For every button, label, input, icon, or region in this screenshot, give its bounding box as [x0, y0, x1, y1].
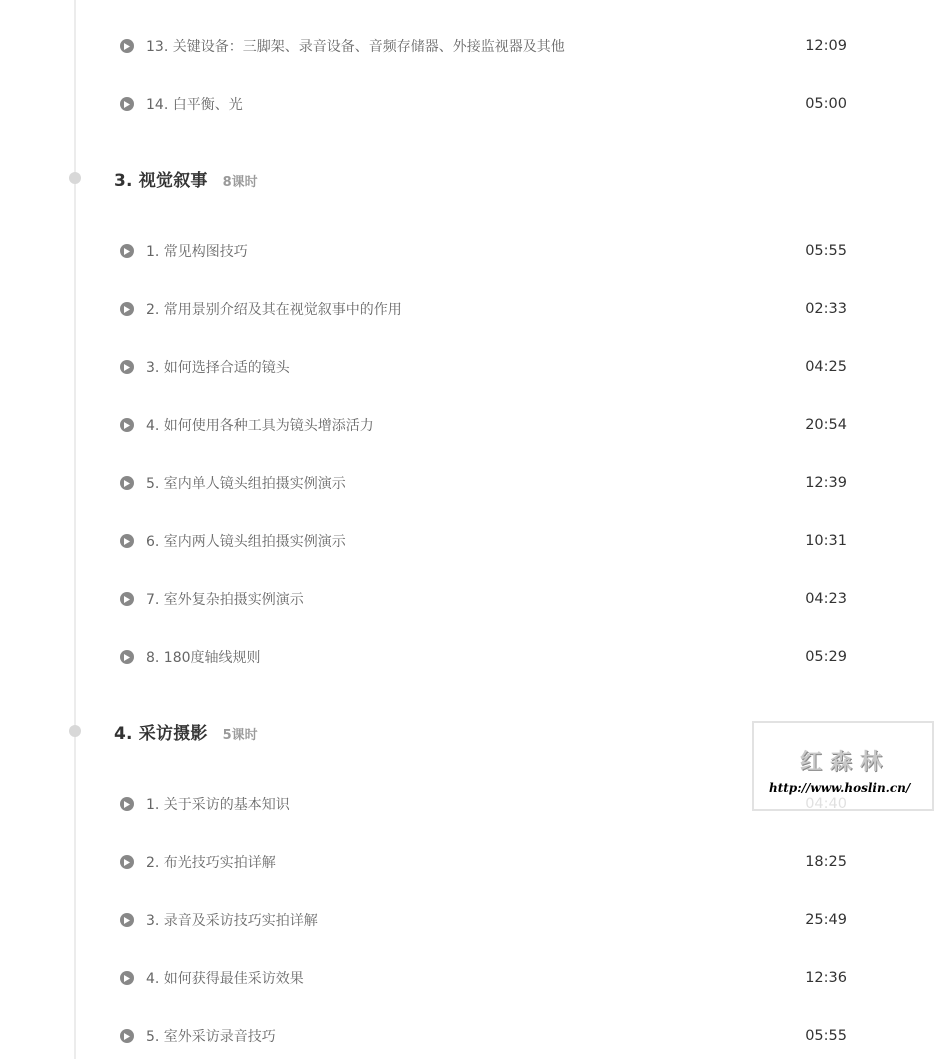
lesson-duration: 25:49 [805, 912, 847, 928]
lesson-duration: 04:25 [805, 359, 847, 375]
play-circle-icon [120, 913, 134, 927]
watermark-brand: 红森林 [799, 749, 890, 775]
section-lesson-count: 5课时 [222, 728, 258, 743]
lesson-title: 3. 录音及采访技巧实拍详解 [146, 913, 318, 929]
play-circle-icon [120, 97, 134, 111]
lesson-duration: 05:29 [805, 649, 847, 665]
lesson-duration: 04:23 [805, 591, 847, 607]
play-circle-icon [120, 855, 134, 869]
lesson-duration: 20:54 [805, 417, 847, 433]
play-circle-icon [120, 797, 134, 811]
lesson-item[interactable] [114, 468, 854, 498]
lesson-title: 7. 室外复杂拍摄实例演示 [146, 592, 304, 608]
lesson-duration: 02:33 [805, 301, 847, 317]
lesson-title: 4. 如何使用各种工具为镜头增添活力 [146, 418, 374, 434]
lesson-duration: 12:39 [805, 475, 847, 491]
lesson-title: 6. 室内两人镜头组拍摄实例演示 [146, 534, 346, 550]
play-circle-icon [120, 971, 134, 985]
lesson-item[interactable] [114, 905, 854, 935]
lesson-duration: 05:00 [805, 96, 847, 112]
play-circle-icon [120, 650, 134, 664]
play-circle-icon [120, 476, 134, 490]
section-name: 4. 采访摄影 [114, 724, 208, 744]
lesson-title: 1. 常见构图技巧 [146, 244, 248, 260]
play-circle-icon [120, 1029, 134, 1043]
lesson-item[interactable] [114, 789, 854, 819]
lesson-duration: 05:55 [805, 243, 847, 259]
lesson-duration: 12:36 [805, 970, 847, 986]
section-name: 3. 视觉叙事 [114, 171, 208, 191]
lesson-title: 3. 如何选择合适的镜头 [146, 360, 290, 376]
watermark-url: http://www.hoslin.cn/ [766, 780, 913, 796]
play-circle-icon [120, 534, 134, 548]
lesson-item[interactable] [114, 236, 854, 266]
lesson-title: 2. 布光技巧实拍详解 [146, 855, 276, 871]
lesson-duration: 05:55 [805, 1028, 847, 1044]
lesson-duration: 18:25 [805, 854, 847, 870]
lesson-duration: 10:31 [805, 533, 847, 549]
timeline-line [74, 0, 76, 1059]
play-circle-icon [120, 360, 134, 374]
play-circle-icon [120, 244, 134, 258]
lesson-title: 1. 关于采访的基本知识 [146, 797, 290, 813]
section-header [114, 166, 258, 190]
lesson-title: 4. 如何获得最佳采访效果 [146, 971, 304, 987]
lesson-item[interactable] [114, 89, 854, 119]
play-circle-icon [120, 592, 134, 606]
play-circle-icon [120, 302, 134, 316]
lesson-title: 14. 白平衡、光 [146, 97, 243, 113]
lesson-title: 8. 180度轴线规则 [146, 650, 261, 666]
watermark [752, 721, 934, 811]
section-header [114, 719, 258, 743]
lesson-item[interactable] [114, 410, 854, 440]
lesson-item[interactable] [114, 642, 854, 672]
lesson-item[interactable] [114, 294, 854, 324]
timeline-dot [69, 172, 81, 184]
lesson-item[interactable] [114, 352, 854, 382]
lesson-item[interactable] [114, 526, 854, 556]
lesson-duration: 12:09 [805, 38, 847, 54]
play-circle-icon [120, 39, 134, 53]
lesson-title: 5. 室内单人镜头组拍摄实例演示 [146, 476, 346, 492]
play-circle-icon [120, 418, 134, 432]
lesson-item[interactable] [114, 963, 854, 993]
lesson-title: 13. 关键设备：三脚架、录音设备、音频存储器、外接监视器及其他 [146, 39, 565, 55]
lesson-item[interactable] [114, 584, 854, 614]
timeline-dot [69, 725, 81, 737]
lesson-item[interactable] [114, 847, 854, 877]
lesson-title: 5. 室外采访录音技巧 [146, 1029, 276, 1045]
lesson-title: 2. 常用景别介绍及其在视觉叙事中的作用 [146, 302, 402, 318]
lesson-item[interactable] [114, 1021, 854, 1051]
lesson-item[interactable] [114, 31, 854, 61]
section-lesson-count: 8课时 [222, 175, 258, 190]
